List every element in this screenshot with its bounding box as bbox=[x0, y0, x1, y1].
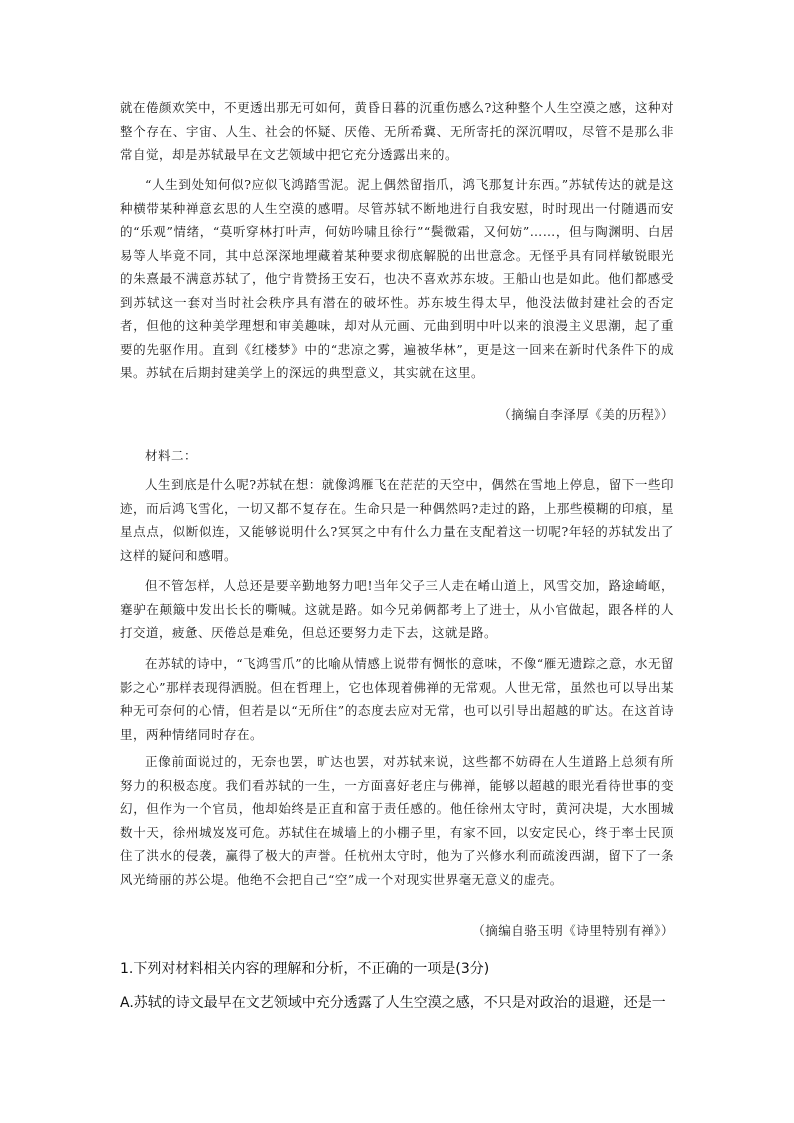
material-one-paragraph-main: “人生到处知何似?应似飞鸿踏雪泥。泥上偶然留指爪，鸿飞那复计东西。”苏轼传达的就是这种横带某种禅意玄思的人生空漠的感喟。尽管苏轼不断地进行自我安慰，时时现出一付随遇而安的“乐观”情绪，“莫听穿林打叶声，何妨吟啸且徐行”“鬓微霜，又何妨”……，但与陶渊明、白居易等人毕竟不同，其中总深深地埋藏着某种要求彻底解脱的出世意念。无怪乎具有同样敏锐眼光的朱熹最不满意苏轼了，他宁肯赞扬王安石，也决不喜欢苏东坡。王船山也是如此。他们都感受到苏轼这一套对当时社会秩序具有潜在的破坏性。苏东坡生得太早，他没法做封建社会的否定者，但他的这种美学理想和审美趣味，却对从元画、元曲到明中叶以来的浪漫主义思潮，起了重要的先驱作用。直到《红楼梦》中的“悲凉之雾，遍被华林”，更是这一回来在新时代条件下的成果。苏轼在后期封建美学上的深远的典型意义，其实就在这里。 bbox=[120, 177, 674, 380]
material-two-label: 材料二： bbox=[145, 448, 198, 463]
material-two-paragraph-1: 人生到底是什么呢?苏轼在想：就像鸿雁飞在茫茫的天空中，偶然在雪地上停息，留下一些印迹，而后鸿飞雪化，一切又都不复存在。生命只是一种偶然吗?走过的路，上那些模糊的印痕，星星点点，似断似连，又能够说明什么?冥冥之中有什么力量在支配着这一切呢?年轻的苏轼发出了这样的疑问和感喟。 bbox=[120, 477, 674, 563]
material-two-paragraph-3: 在苏轼的诗中，“飞鸿雪爪”的比喻从情感上说带有惆怅的意味，不像“雁无遗踪之意，水无留影之心”那样表现得洒脱。但在哲理上，它也体现着佛禅的无常观。人世无常，虽然也可以导出某种无可奈何的心情，但若是以“无所住”的态度去应对无常，也可以引导出超越的旷达。在这首诗里，两种情绪同时存在。 bbox=[120, 656, 674, 742]
question-option-a: A.苏轼的诗文最早在文艺领域中充分透露了人生空漠之感，不只是对政治的退避，还是一 bbox=[120, 995, 666, 1011]
material-two-paragraph-2: 但不管怎样，人总还是要辛勤地努力吧!当年父子三人走在崤山道上，风雪交加，路途崎岖，蹇驴在颠簸中发出长长的嘶喊。这就是路。如今兄弟俩都考上了进士，从小官做起，跟各样的人打交道，疲惫、厌倦总是难免，但总还要努力走下去，这就是路。 bbox=[120, 578, 674, 640]
question-stem: 1.下列对材料相关内容的理解和分析，不正确的一项是(3分) bbox=[120, 961, 490, 977]
material-two-paragraph-4: 正像前面说过的，无奈也罢，旷达也罢，对苏轼来说，这些都不妨碍在人生道路上总须有所努力的积极态度。我们看苏轼的一生，一方面喜好老庄与佛禅，能够以超越的眼光看待世事的变幻，但作为一个官员，他却始终是正直和富于责任感的。他任徐州太守时，黄河决堤，大水围城数十天，徐州城岌岌可危。苏轼住在城墙上的小棚子里，有家不回，以安定民心，终于率士民顶住了洪水的侵袭，赢得了极大的声誉。任杭州太守时，他为了兴修水利而疏浚西湖，留下了一条风光绮丽的苏公堤。他绝不会把自己“空”成一个对现实世界毫无意义的虚壳。 bbox=[120, 754, 674, 887]
material-one-source: （摘编自李泽厚《美的历程》） bbox=[498, 407, 674, 422]
material-two-source: （摘编自骆玉明《诗里特别有禅》） bbox=[472, 923, 674, 938]
material-one-paragraph-continued: 就在倦颜欢笑中，不更透出那无可如何，黄昏日暮的沉重伤感么?这种整个人生空漠之感，这种对整个存在、宇宙、人生、社会的怀疑、厌倦、无所希冀、无所寄托的深沉喟叹，尽管不是那么非常自觉，却是苏轼最早在文艺领域中把它充分透露出来的。 bbox=[120, 100, 674, 162]
